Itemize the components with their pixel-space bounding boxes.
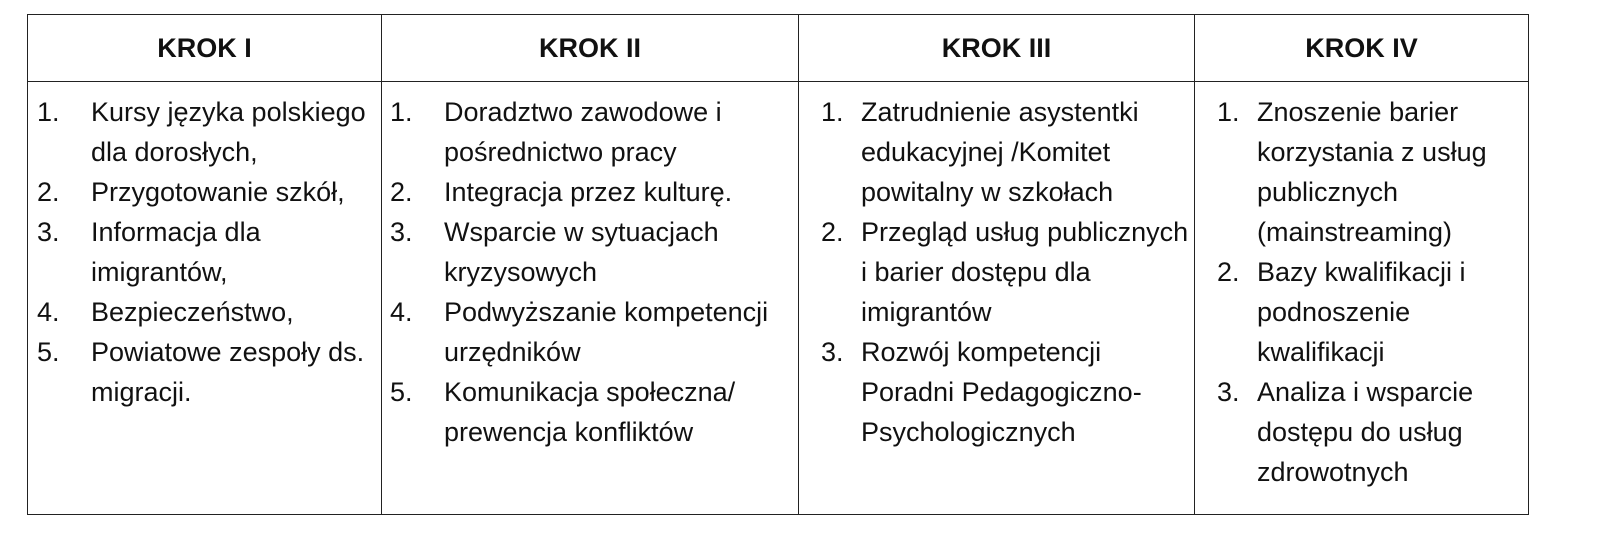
item-text: Podwyższanie kompetencji urzędników xyxy=(444,297,769,367)
item-number: 3. xyxy=(1217,377,1240,407)
steps-table xyxy=(27,14,1529,515)
list-krok-1 xyxy=(28,92,381,412)
item-text: Kursy języka polskiego dla dorosłych, xyxy=(91,97,366,167)
header-row xyxy=(28,15,1529,82)
item-number: 2. xyxy=(1217,257,1240,287)
list-item xyxy=(28,332,381,412)
item-number: 2. xyxy=(821,217,844,247)
item-text: Bezpieczeństwo, xyxy=(91,297,294,327)
item-text: Przygotowanie szkół, xyxy=(91,177,345,207)
item-number: 3. xyxy=(37,217,60,247)
item-number: 2. xyxy=(37,177,60,207)
list-item xyxy=(1195,252,1528,372)
list-item xyxy=(382,292,798,372)
list-item xyxy=(28,172,381,212)
list-item xyxy=(382,372,798,452)
item-text: Zatrudnienie asystentki edukacyjnej /Komitet powitalny w szkołach xyxy=(861,97,1139,207)
list-item xyxy=(28,212,381,292)
item-text: Wsparcie w sytuacjach kryzysowych xyxy=(444,217,719,287)
item-number: 1. xyxy=(37,97,60,127)
list-krok-4 xyxy=(1195,92,1528,492)
item-number: 4. xyxy=(390,297,413,327)
item-text: Powiatowe zespoły ds. migracji. xyxy=(91,337,365,407)
list-item xyxy=(28,292,381,332)
item-text: Doradztwo zawodowe i pośrednictwo pracy xyxy=(444,97,722,167)
cell-krok-2 xyxy=(382,82,799,515)
item-number: 1. xyxy=(1217,97,1240,127)
header-krok-1: KROK I xyxy=(28,15,382,82)
list-item xyxy=(1195,372,1528,492)
item-text: Znoszenie barier korzystania z usług publicznych (mainstreaming) xyxy=(1257,97,1487,247)
item-text: Integracja przez kulturę. xyxy=(444,177,733,207)
list-krok-3 xyxy=(799,92,1194,452)
list-item xyxy=(382,172,798,212)
item-text: Bazy kwalifikacji i podnoszenie kwalifikacji xyxy=(1257,257,1466,367)
item-number: 2. xyxy=(390,177,413,207)
list-item xyxy=(1195,92,1528,252)
item-number: 5. xyxy=(390,377,413,407)
item-number: 1. xyxy=(821,97,844,127)
header-krok-3: KROK III xyxy=(799,15,1195,82)
item-text: Przegląd usług publicznych i barier dostępu dla imigrantów xyxy=(861,217,1189,327)
cell-krok-3 xyxy=(799,82,1195,515)
header-krok-2: KROK II xyxy=(382,15,799,82)
item-number: 1. xyxy=(390,97,413,127)
list-item xyxy=(382,92,798,172)
item-text: Komunikacja społeczna/ prewencja konfliktów xyxy=(444,377,736,447)
list-item xyxy=(799,92,1194,212)
item-number: 3. xyxy=(390,217,413,247)
item-number: 5. xyxy=(37,337,60,367)
content-row xyxy=(28,82,1529,515)
cell-krok-4 xyxy=(1195,82,1529,515)
list-item xyxy=(799,332,1194,452)
list-item xyxy=(28,92,381,172)
item-text: Analiza i wsparcie dostępu do usług zdrowotnych xyxy=(1257,377,1474,487)
list-item xyxy=(799,212,1194,332)
header-krok-4: KROK IV xyxy=(1195,15,1529,82)
item-number: 3. xyxy=(821,337,844,367)
item-text: Informacja dla imigrantów, xyxy=(91,217,261,287)
list-krok-2 xyxy=(382,92,798,452)
list-item xyxy=(382,212,798,292)
item-number: 4. xyxy=(37,297,60,327)
cell-krok-1 xyxy=(28,82,382,515)
item-text: Rozwój kompetencji Poradni Pedagogiczno-Psychologicznych xyxy=(861,337,1142,447)
